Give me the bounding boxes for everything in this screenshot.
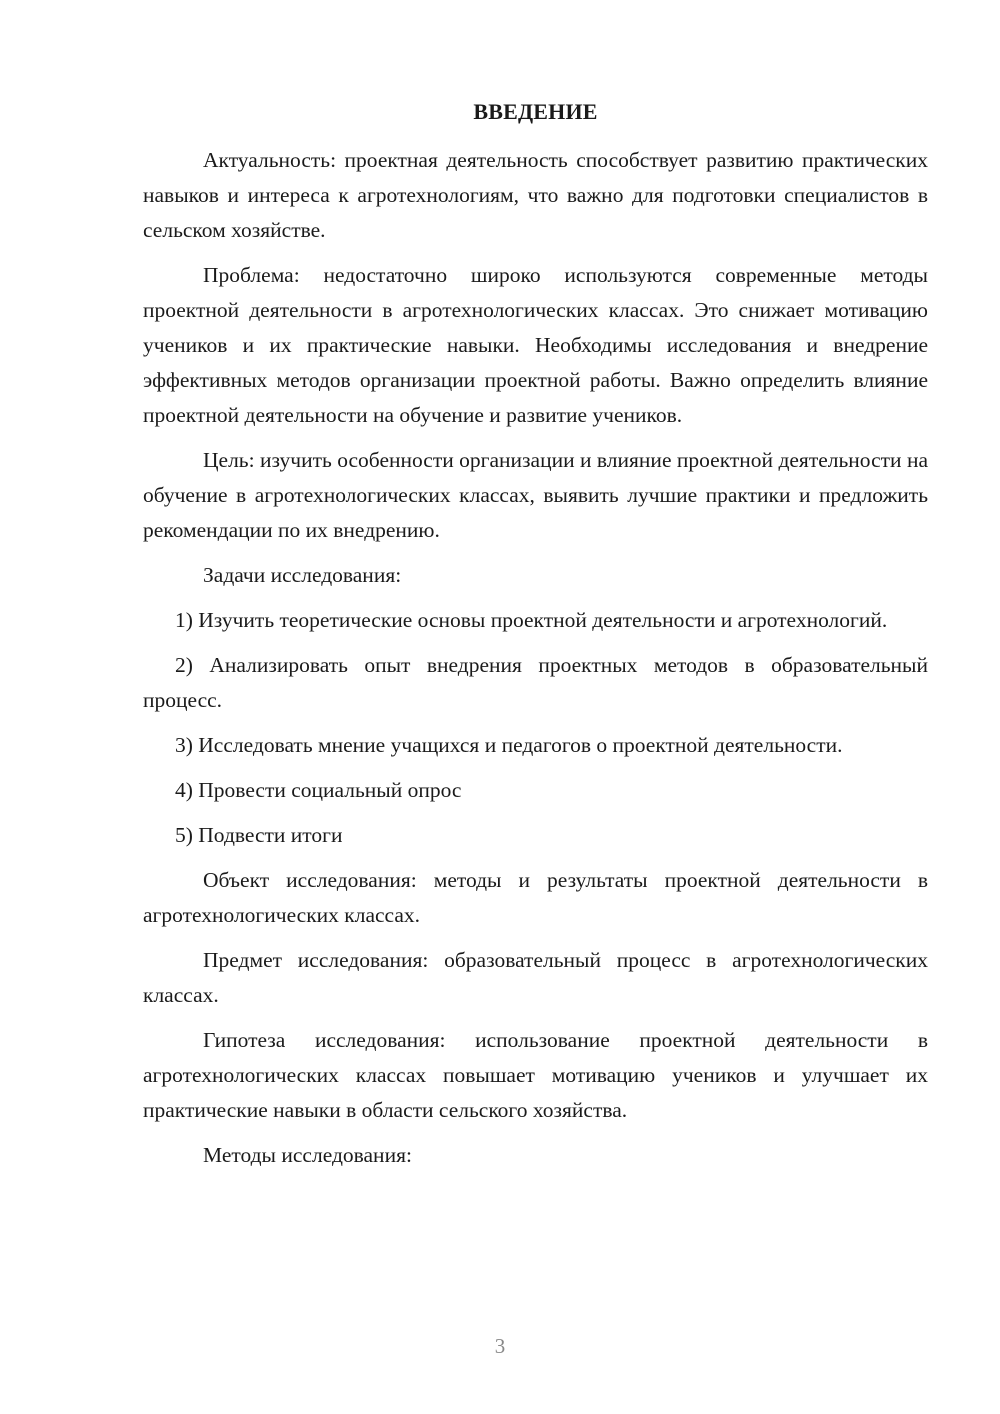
relevance-paragraph: Актуальность: проектная деятельность способствует развитию практических навыков и интереса к агротехнологиям, что важно для подготовки специалистов в сельском хозяйстве. bbox=[143, 148, 928, 242]
section-title: ВВЕДЕНИЕ bbox=[473, 99, 598, 124]
methods-heading: Методы исследования: bbox=[203, 1143, 412, 1167]
problem-paragraph: Проблема: недостаточно широко используются современные методы проектной деятельности в агротехнологических классах. Это снижает мотивацию учеников и их практические навыки. Необходимы исследования и внедрение эффективных методов организации проектной работы. Важно определить влияние проектной деятельности на обучение и развитие учеников. bbox=[143, 263, 928, 427]
task-item-4: 4) Провести социальный опрос bbox=[175, 778, 462, 802]
task-item-5: 5) Подвести итоги bbox=[175, 823, 343, 847]
page-number: 3 bbox=[494, 1334, 506, 1358]
subject-paragraph: Предмет исследования: образовательный процесс в агротехнологических классах. bbox=[143, 948, 928, 1007]
task-item-3: 3) Исследовать мнение учащихся и педагогов о проектной деятельности. bbox=[175, 733, 843, 757]
hypothesis-paragraph: Гипотеза исследования: использование проектной деятельности в агротехнологических классах повышает мотивацию учеников и улучшает их практические навыки в области сельского хозяйства. bbox=[143, 1028, 928, 1122]
tasks-heading: Задачи исследования: bbox=[203, 563, 402, 587]
object-paragraph: Объект исследования: методы и результаты проектной деятельности в агротехнологических классах. bbox=[143, 868, 928, 927]
goal-paragraph: Цель: изучить особенности организации и влияние проектной деятельности на обучение в агротехнологических классах, выявить лучшие практики и предложить рекомендации по их внедрению. bbox=[143, 448, 928, 542]
task-item-1: 1) Изучить теоретические основы проектной деятельности и агротехнологий. bbox=[175, 608, 888, 632]
task-item-2: 2) Анализировать опыт внедрения проектных методов в образовательный процесс. bbox=[143, 653, 928, 712]
page-content bbox=[143, 94, 928, 1183]
